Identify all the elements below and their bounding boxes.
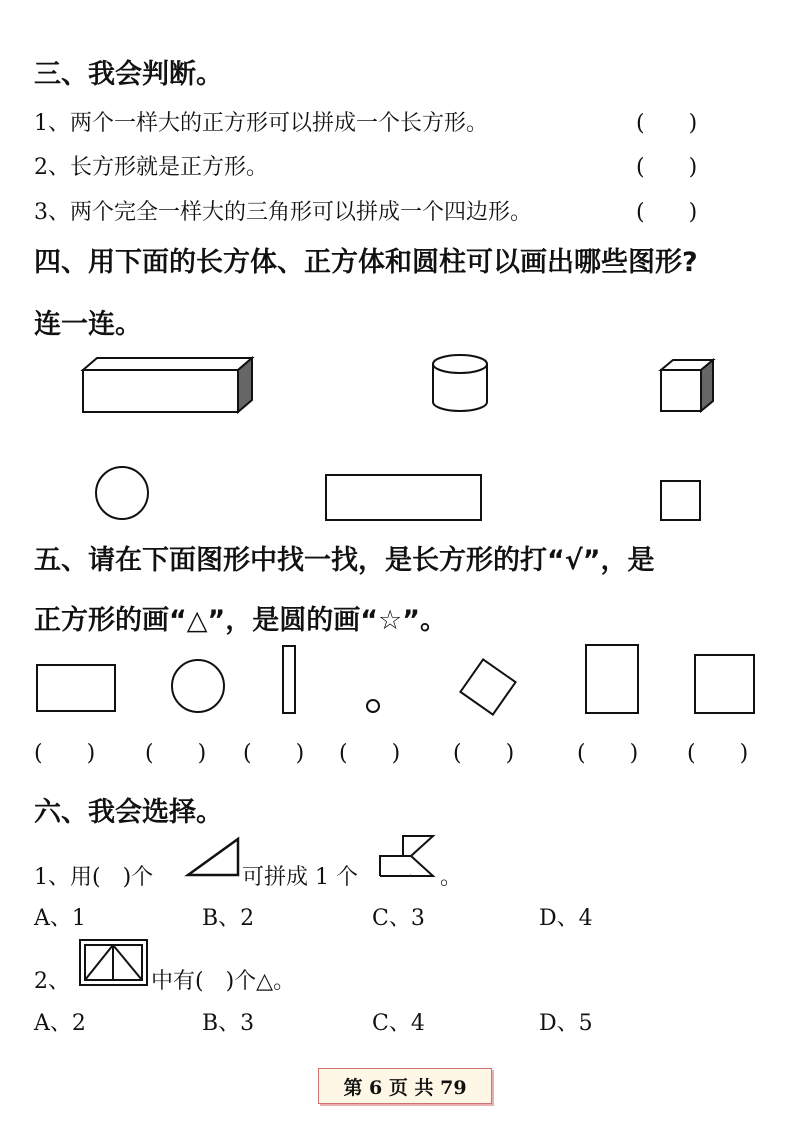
section3-item-1: 1、两个一样大的正方形可以拼成一个长方形。: [34, 111, 488, 136]
q2-suffix: 中有( )个△。: [151, 969, 296, 994]
q2-option-a[interactable]: A、2: [34, 1011, 86, 1036]
thin-rectangle-shape: [281, 645, 299, 715]
section4-subtitle: 连一连。: [34, 309, 142, 340]
square-shape[interactable]: [659, 479, 703, 523]
q1-prefix: 1、用( )个: [34, 865, 154, 890]
answer-blank-1[interactable]: ( ): [636, 111, 698, 136]
section6-title: 六、我会选择。: [34, 797, 223, 828]
shape-answer-blank-3[interactable]: ( ): [243, 741, 305, 766]
wide-rectangle-shape: [36, 664, 118, 714]
circle-shape-2: [170, 658, 228, 716]
answer-blank-3[interactable]: ( ): [636, 200, 698, 225]
page-number-label: 第 6 页 共 79: [343, 1076, 467, 1099]
q1-option-d[interactable]: D、4: [539, 906, 593, 931]
shape-answer-blank-2[interactable]: ( ): [145, 741, 207, 766]
q2-prefix: 2、: [34, 969, 70, 994]
shape-answer-blank-1[interactable]: ( ): [34, 741, 96, 766]
square-shape-2: [693, 653, 757, 715]
small-circle-shape: [365, 698, 381, 714]
rectangle-shape[interactable]: [324, 473, 484, 523]
q2-option-b[interactable]: B、3: [202, 1011, 255, 1036]
cuboid-shape[interactable]: [80, 356, 260, 416]
composite-shape-icon: [377, 832, 439, 880]
tall-rectangle-shape: [584, 643, 640, 715]
section5-title: 五、请在下面图形中找一找，是长方形的打“√”，是: [34, 545, 655, 576]
shape-answer-blank-6[interactable]: ( ): [577, 741, 639, 766]
q1-option-b[interactable]: B、2: [202, 906, 255, 931]
cylinder-shape[interactable]: [430, 352, 490, 416]
q2-option-c[interactable]: C、4: [372, 1011, 425, 1036]
q1-option-c[interactable]: C、3: [372, 906, 425, 931]
tilted-square-shape: [458, 657, 520, 717]
section4-title: 四、用下面的长方体、正方体和圆柱可以画出哪些图形?: [34, 247, 698, 278]
triangle-piece-icon: [186, 837, 242, 879]
shape-answer-blank-5[interactable]: ( ): [453, 741, 515, 766]
q1-middle: 可拼成 1 个: [242, 865, 358, 890]
circle-shape[interactable]: [94, 465, 152, 523]
section3-item-2: 2、长方形就是正方形。: [34, 155, 268, 180]
section5-subtitle: 正方形的画“△”，是圆的画“☆”。: [34, 605, 447, 636]
q2-option-d[interactable]: D、5: [539, 1011, 593, 1036]
section3-title: 三、我会判断。: [34, 59, 223, 90]
page-number-badge: [318, 1068, 492, 1104]
shape-answer-blank-7[interactable]: ( ): [687, 741, 749, 766]
section3-item-3: 3、两个完全一样大的三角形可以拼成一个四边形。: [34, 200, 532, 225]
q1-option-a[interactable]: A、1: [34, 906, 86, 931]
q1-suffix: 。: [440, 865, 463, 890]
shape-answer-blank-4[interactable]: ( ): [339, 741, 401, 766]
triangle-count-figure: [78, 938, 150, 988]
answer-blank-2[interactable]: ( ): [636, 155, 698, 180]
cube-shape[interactable]: [658, 358, 718, 414]
